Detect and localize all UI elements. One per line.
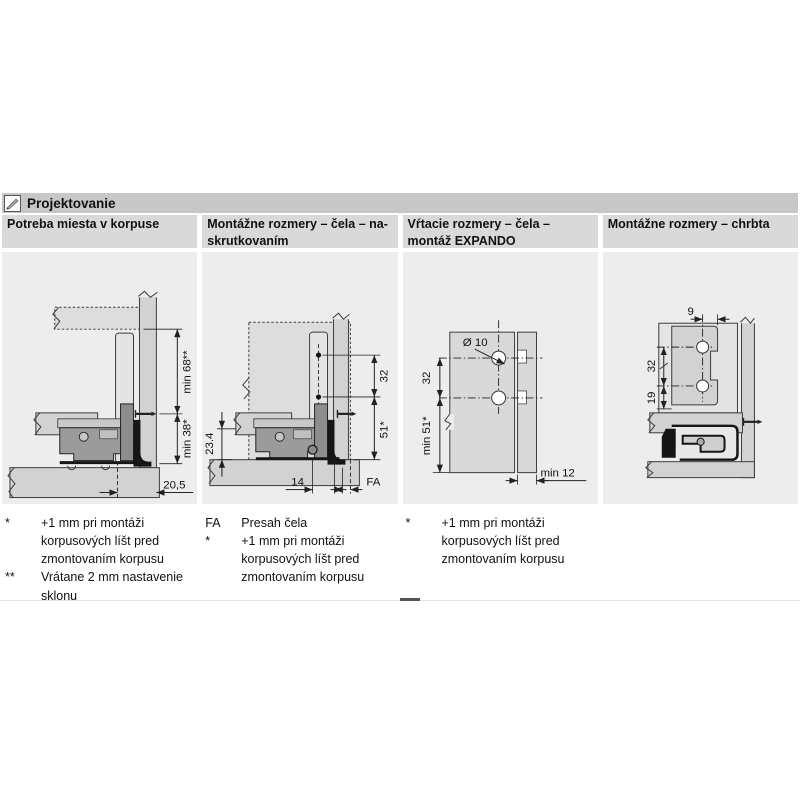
dimension-label: min 38* [181, 419, 194, 459]
footnote-text: Vrátane 2 mm nastavenie sklonu [41, 570, 183, 603]
column-header: Montážne rozmery – čela – naskrutkovaním [202, 215, 397, 248]
fixing-point [316, 352, 321, 357]
column-header: Vŕtacie rozmery – čela – montáž EXPANDO [403, 215, 598, 248]
dimension-label: 20,5 [163, 479, 186, 492]
shelf-dotted [55, 307, 141, 329]
footnote-marker: * [405, 516, 411, 530]
dimension-51 [354, 397, 391, 460]
dimension-9 [687, 306, 729, 325]
dimension-label: 32 [645, 359, 658, 373]
section-title: Projektovanie [27, 195, 116, 211]
footnote [2, 514, 197, 568]
dimension-min38 [159, 414, 193, 464]
footnote-text: Presah čela [241, 516, 308, 530]
diagram-front-screw-on [202, 252, 397, 504]
column-grid [2, 215, 798, 605]
drafting-icon [4, 195, 21, 212]
footnote-marker: FA [205, 516, 221, 530]
cabinet-side-panel [741, 320, 754, 477]
dimension-label: 23.4 [204, 432, 217, 455]
dimension-32 [420, 358, 439, 398]
footnote-marker: * [205, 534, 211, 549]
dimension-label: 9 [687, 306, 694, 319]
dimension-label: min 12 [539, 467, 575, 480]
column-header: Potreba miesta v korpuse [2, 215, 197, 248]
drilling-expando-drawing [403, 252, 598, 504]
footnote-marker: ** [5, 570, 15, 585]
cabinet-bottom-panel [648, 462, 755, 478]
dimension-label: FA [366, 476, 381, 489]
footnote-marker: * [5, 516, 10, 530]
back-fixing-bracket [671, 326, 717, 405]
dimension-label: 32 [420, 371, 433, 385]
dimension-label: Ø 10 [462, 337, 488, 350]
dimension-label: 51* [378, 421, 391, 439]
dimension-label: 14 [291, 476, 305, 489]
cabinet-bottom-panel [10, 468, 159, 498]
runner-profile [662, 426, 738, 460]
page-divider-dash [400, 598, 420, 601]
diagram-space-requirement [2, 252, 197, 504]
dimension-min51 [420, 398, 449, 473]
footnote [202, 532, 397, 586]
expando-socket [517, 391, 526, 404]
diagram-back-panel [603, 252, 798, 504]
screw-hole [696, 380, 708, 392]
cabinet-side-panel [139, 294, 156, 467]
dimension-label: 19 [645, 391, 658, 405]
diagram-drilling-expando [403, 252, 598, 504]
fixing-point [316, 394, 321, 399]
footnote-text: +1 mm pri montáži korpusových líšt pred zmontovaním korpusu [41, 516, 164, 567]
footnotes [603, 514, 798, 600]
screw-hole [696, 341, 708, 353]
space-requirement-drawing [2, 252, 197, 504]
dimension-label: min 51* [420, 416, 433, 456]
footnote-text: +1 mm pri montáži korpusových líšt pred zmontovaním korpusu [241, 534, 365, 585]
column-space-requirement [2, 215, 197, 605]
footnote-text: +1 mm pri montáži korpusových líšt pred zmontovaním korpusu [441, 516, 565, 567]
footnotes [403, 514, 598, 600]
planning-section [2, 193, 798, 605]
footnotes [2, 514, 197, 605]
back-panel-drawing [603, 252, 798, 504]
column-back-panel [603, 215, 798, 605]
column-drilling-expando [403, 215, 598, 605]
dimension-label: min 68** [181, 350, 194, 394]
dimension-label: 32 [378, 369, 391, 383]
footnote [403, 514, 598, 568]
footnote [202, 514, 397, 532]
footnotes [202, 514, 397, 600]
front-screw-on-drawing [202, 252, 397, 504]
expando-socket [517, 350, 526, 363]
cabinet-side-panel [334, 316, 349, 459]
column-front-screw-on [202, 215, 397, 605]
column-header: Montážne rozmery – chrbta [603, 215, 798, 248]
section-bar [2, 193, 798, 213]
drill-hole [491, 391, 505, 405]
